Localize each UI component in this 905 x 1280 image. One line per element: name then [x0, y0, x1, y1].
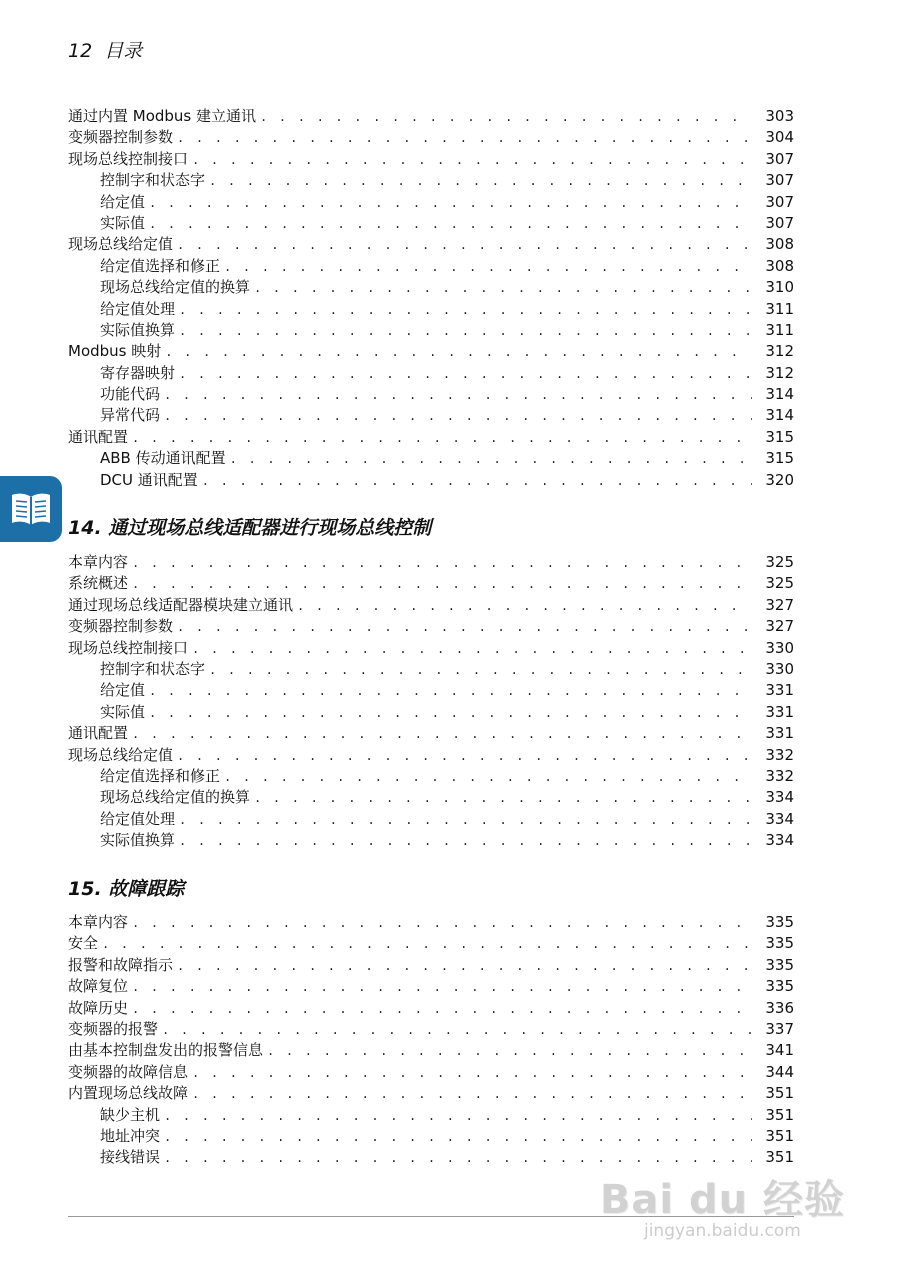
- toc-entry[interactable]: [68, 106, 794, 127]
- dot-leader: [177, 128, 752, 149]
- toc-entry[interactable]: [68, 384, 794, 405]
- toc-entry-title: 现场总线控制接口: [68, 638, 189, 657]
- dot-leader: [164, 1106, 752, 1127]
- dot-leader: [177, 235, 752, 256]
- toc-entry-title: 通过内置 Modbus 建立通讯: [68, 107, 257, 125]
- dot-leader: [192, 1063, 752, 1084]
- toc-entry[interactable]: [68, 448, 794, 469]
- toc-entry[interactable]: [68, 1040, 794, 1061]
- toc-entry-title: 通讯配置: [68, 427, 129, 446]
- dot-leader: [164, 385, 752, 406]
- toc-entry-page: 334: [765, 831, 794, 850]
- toc-entry-page: 310: [765, 278, 794, 297]
- dot-leader: [230, 449, 752, 470]
- toc-entry-title: 安全: [68, 934, 99, 953]
- toc-entry-page: 335: [765, 913, 794, 931]
- toc-entry[interactable]: [68, 213, 794, 234]
- toc-entry[interactable]: [68, 299, 794, 320]
- toc-entry-page: 308: [765, 235, 794, 254]
- toc-entry[interactable]: [68, 573, 794, 594]
- toc-entry[interactable]: [68, 256, 794, 277]
- toc-entry-title: 给定值: [100, 192, 146, 211]
- toc-entry-page: 335: [765, 934, 794, 953]
- watermark-logo: Bai du 经验: [599, 1177, 845, 1223]
- toc-entry-title: 本章内容: [68, 553, 129, 571]
- toc-entry-title: 给定值: [100, 681, 146, 700]
- toc-entry-page: 335: [765, 955, 794, 974]
- toc-entry-title: 变频器控制参数: [68, 617, 174, 636]
- dot-leader: [192, 639, 752, 660]
- toc-entry[interactable]: [68, 998, 794, 1019]
- dot-leader: [179, 300, 752, 321]
- toc-entry-page: 331: [765, 724, 794, 743]
- dot-leader: [254, 788, 752, 809]
- toc-entry-page: 304: [765, 128, 794, 147]
- toc-entry-page: 331: [765, 702, 794, 721]
- toc-entry[interactable]: [68, 702, 794, 723]
- dot-leader: [164, 1148, 752, 1169]
- toc-entry-title: 报警和故障指示: [68, 955, 174, 974]
- toc-entry-title: 给定值处理: [100, 299, 176, 318]
- toc-entry[interactable]: [68, 1083, 794, 1104]
- toc-entry-page: 334: [765, 788, 794, 807]
- toc-entry[interactable]: [68, 427, 794, 448]
- dot-leader: [132, 913, 752, 934]
- toc-entry-page: 308: [765, 256, 794, 275]
- toc-entry-title: 内置现场总线故障: [68, 1084, 189, 1103]
- dot-leader: [149, 193, 752, 214]
- toc-entry-page: 303: [765, 107, 794, 125]
- toc-entry-page: 327: [765, 617, 794, 636]
- toc-entry[interactable]: [68, 659, 794, 680]
- toc-entry-title: 寄存器映射: [100, 363, 176, 382]
- toc-entry[interactable]: [68, 595, 794, 616]
- toc-entry[interactable]: [68, 766, 794, 787]
- toc-entry-page: 327: [765, 595, 794, 614]
- dot-leader: [162, 1020, 752, 1041]
- toc-entry-page: 314: [765, 406, 794, 425]
- dot-leader: [179, 321, 752, 342]
- page-header: [68, 36, 142, 63]
- toc-entry[interactable]: [68, 552, 794, 573]
- toc-entry-title: 异常代码: [100, 406, 161, 425]
- toc-entry-page: 320: [765, 470, 794, 489]
- dot-leader: [202, 471, 752, 492]
- toc-entry[interactable]: [68, 192, 794, 213]
- watermark: [600, 1168, 845, 1241]
- toc-entry-page: 307: [765, 171, 794, 190]
- dot-leader: [267, 1041, 752, 1062]
- toc-entry-page: 311: [765, 299, 794, 318]
- toc-entry[interactable]: [68, 170, 794, 191]
- dot-leader: [102, 934, 752, 955]
- toc-entry-page: 332: [765, 745, 794, 764]
- toc-entry-title: 给定值选择和修正: [100, 766, 221, 785]
- toc-entry-page: 315: [765, 449, 794, 468]
- toc-entry-title: 故障复位: [68, 977, 129, 996]
- toc-entry-title: 变频器的故障信息: [68, 1062, 189, 1081]
- toc-entry-page: 312: [765, 342, 794, 361]
- toc-entry-title: 控制字和状态字: [100, 659, 206, 678]
- toc-entry-title: 系统概述: [68, 574, 129, 593]
- dot-leader: [260, 107, 752, 128]
- watermark-url: jingyan.baidu.com: [643, 1221, 801, 1241]
- dot-leader: [149, 681, 752, 702]
- toc-entry[interactable]: [68, 1062, 794, 1083]
- dot-leader: [209, 171, 752, 192]
- page-number: 12: [68, 40, 93, 62]
- dot-leader: [132, 574, 752, 595]
- toc-entry-title: 故障历史: [68, 998, 129, 1017]
- toc-entry[interactable]: [68, 363, 794, 384]
- toc-entry-page: 330: [765, 659, 794, 678]
- dot-leader: [192, 1084, 752, 1105]
- toc-entry-title: 通过现场总线适配器模块建立通讯: [68, 595, 294, 614]
- toc-entry-title: 现场总线给定值: [68, 745, 174, 764]
- toc-entry-page: 331: [765, 681, 794, 700]
- toc-entry[interactable]: [68, 277, 794, 298]
- toc-section: [68, 912, 794, 1169]
- toc-entry-title: 给定值选择和修正: [100, 256, 221, 275]
- dot-leader: [149, 214, 752, 235]
- toc-entry-title: 缺少主机: [100, 1105, 161, 1124]
- toc-entry[interactable]: [68, 745, 794, 766]
- toc-entry-title: 实际值: [100, 213, 146, 232]
- dot-leader: [177, 956, 752, 977]
- toc-entry[interactable]: [68, 787, 794, 808]
- toc-entry-title: 由基本控制盘发出的报警信息: [68, 1041, 264, 1060]
- toc-entry-title: 实际值换算: [100, 831, 176, 850]
- dot-leader: [164, 406, 752, 427]
- toc-entry-title: 变频器控制参数: [68, 128, 174, 147]
- toc-section: [68, 552, 794, 851]
- toc-entry[interactable]: [68, 341, 794, 362]
- toc-entry[interactable]: [68, 320, 794, 341]
- toc-entry-page: 337: [765, 1019, 794, 1038]
- dot-leader: [179, 810, 752, 831]
- toc-entry[interactable]: [68, 830, 794, 851]
- toc-entry[interactable]: [68, 933, 794, 954]
- toc-entry-title: Modbus 映射: [68, 342, 162, 361]
- toc-entry[interactable]: [68, 470, 794, 491]
- toc-entry-page: 314: [765, 385, 794, 404]
- dot-leader: [164, 1127, 752, 1148]
- toc-entry[interactable]: [68, 234, 794, 255]
- toc-entry-page: 307: [765, 149, 794, 168]
- toc-entry-page: 312: [765, 363, 794, 382]
- dot-leader: [177, 617, 752, 638]
- toc-entry[interactable]: [68, 1126, 794, 1147]
- chapter-title: 14. 通过现场总线适配器进行现场总线控制: [68, 517, 432, 539]
- toc-entry-page: 330: [765, 638, 794, 657]
- toc-entry-page: 336: [765, 998, 794, 1017]
- toc-entry-page: 351: [765, 1084, 794, 1103]
- toc-entry[interactable]: [68, 1105, 794, 1126]
- toc-entry-page: 315: [765, 427, 794, 446]
- toc-entry-page: 311: [765, 320, 794, 339]
- toc-entry-page: 351: [765, 1126, 794, 1145]
- dot-leader: [177, 746, 752, 767]
- toc-entry-title: 地址冲突: [100, 1126, 161, 1145]
- toc-entry[interactable]: [68, 1019, 794, 1040]
- toc-entry-page: 344: [765, 1062, 794, 1081]
- toc-entry[interactable]: [68, 405, 794, 426]
- toc-entry[interactable]: [68, 809, 794, 830]
- toc-entry-title: 接线错误: [100, 1148, 161, 1167]
- dot-leader: [132, 977, 752, 998]
- dot-leader: [179, 831, 752, 852]
- toc-entry-page: 341: [765, 1041, 794, 1060]
- toc-entry-title: 通讯配置: [68, 724, 129, 743]
- toc-entry-title: 实际值: [100, 702, 146, 721]
- chapter-tab[interactable]: [0, 476, 62, 542]
- toc-entry[interactable]: [68, 127, 794, 148]
- toc-entry-title: 控制字和状态字: [100, 171, 206, 190]
- toc-entry-title: 现场总线给定值的换算: [100, 278, 251, 297]
- toc-entry[interactable]: [68, 912, 794, 933]
- toc-entry[interactable]: [68, 955, 794, 976]
- toc-entry-page: 325: [765, 553, 794, 571]
- toc-entry[interactable]: [68, 1147, 794, 1168]
- dot-leader: [149, 703, 752, 724]
- toc-entry-page: 307: [765, 213, 794, 232]
- dot-leader: [254, 278, 752, 299]
- toc-entry-title: 本章内容: [68, 913, 129, 931]
- dot-leader: [297, 596, 752, 617]
- dot-leader: [192, 150, 752, 171]
- toc-entry[interactable]: [68, 616, 794, 637]
- toc-entry[interactable]: [68, 149, 794, 170]
- toc-entry-title: 功能代码: [100, 385, 161, 404]
- book-icon: [9, 490, 53, 528]
- toc-entry-page: 351: [765, 1148, 794, 1167]
- dot-leader: [132, 553, 752, 574]
- toc-entry-page: 351: [765, 1105, 794, 1124]
- toc-entry[interactable]: [68, 723, 794, 744]
- dot-leader: [179, 364, 752, 385]
- toc-entry-title: DCU 通讯配置: [100, 470, 198, 489]
- toc-entry-page: 325: [765, 574, 794, 593]
- dot-leader: [132, 428, 752, 449]
- toc-entry-title: 实际值换算: [100, 320, 176, 339]
- toc-entry-title: 现场总线控制接口: [68, 149, 189, 168]
- toc-entry-title: 变频器的报警: [68, 1019, 159, 1038]
- dot-leader: [224, 767, 752, 788]
- chapter-title: 15. 故障跟踪: [68, 878, 185, 900]
- dot-leader: [209, 660, 752, 681]
- toc-entry-page: 307: [765, 192, 794, 211]
- toc-section: [68, 106, 794, 491]
- toc-entry-title: 现场总线给定值的换算: [100, 788, 251, 807]
- toc-entry-title: 给定值处理: [100, 809, 176, 828]
- dot-leader: [132, 999, 752, 1020]
- toc-entry-page: 334: [765, 809, 794, 828]
- dot-leader: [224, 257, 752, 278]
- dot-leader: [165, 342, 752, 363]
- toc-entry-title: ABB 传动通讯配置: [100, 449, 226, 468]
- toc-entry-page: 335: [765, 977, 794, 996]
- toc-entry-page: 332: [765, 766, 794, 785]
- toc-entry-title: 现场总线给定值: [68, 235, 174, 254]
- toc-entry[interactable]: [68, 680, 794, 701]
- dot-leader: [132, 724, 752, 745]
- toc-entry[interactable]: [68, 638, 794, 659]
- toc-entry[interactable]: [68, 976, 794, 997]
- section-name: 目录: [104, 40, 143, 62]
